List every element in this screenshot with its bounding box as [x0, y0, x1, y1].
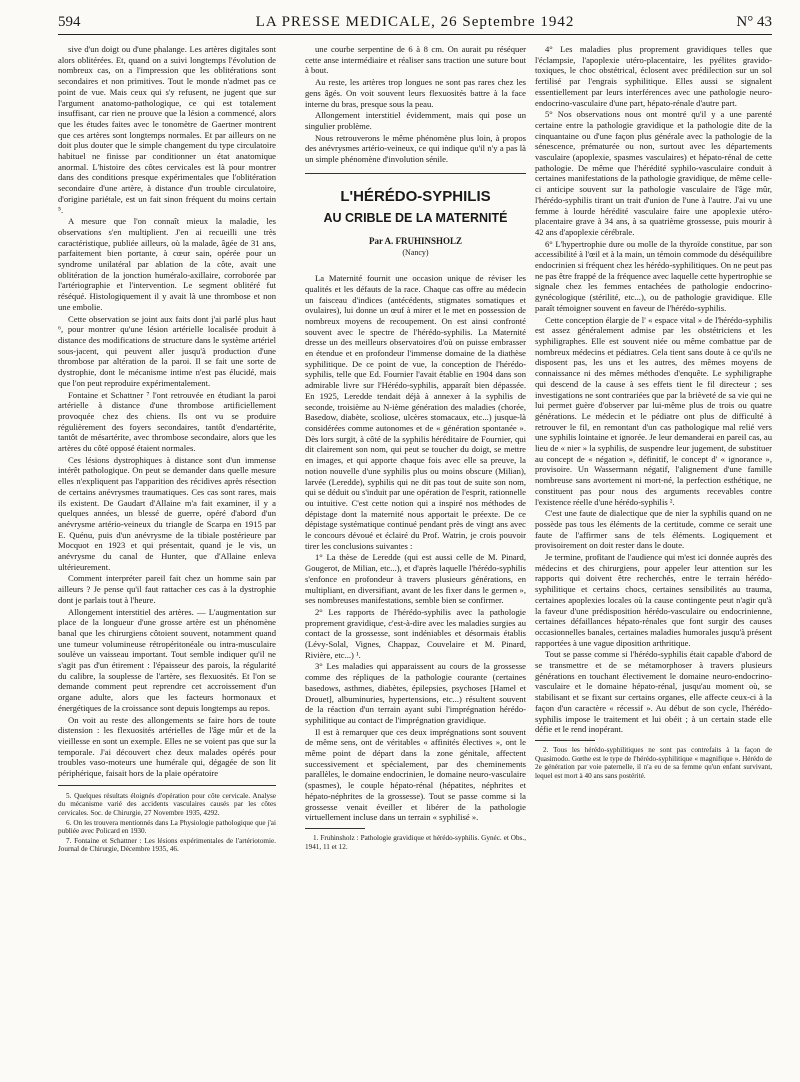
paragraph: Allongement interstitiel évidemment, mais qui pose un singulier problème. — [305, 110, 526, 131]
paragraph: 5° Nos observations nous ont montré qu'il y a une parenté certaine entre la pathologie gravidique et la pathologie dite de la cinquantaine ou d'une façon plus générale avec la pathologie de la sénescence, prématurée ou non, surtout avec les départements vasculaire (apoplexie, spasmes vasculaires) et hépato-rénal de cette pathologie. De même que l'hérédité syphilo-vasculaire conduit à certaines manifestations de la pathologie gravidique, de même celle-ci anticipe souvent sur la pathologie vasculaire de l'âge mûr, l'hérédo-syphilis tirant un trait d'union de l'une à l'autre. J'ai vu une femme à lourde hérédité vasculaire faire une apoplexie utéro-placentaire grave à 34 ans, à sa quatrième grossesse, puis mourir à 42 ans d'apoplexie cérébrale. — [535, 109, 772, 237]
paragraph: 3° Les maladies qui apparaissent au cours de la grossesse comme des répliques de la pathologie courante (certaines basedows, asthmes, diabètes, épilepsies, psychoses [Hamel et Drouet], albuminuries, hypertensions, etc...) résultent souvent de la réaction d'un terrain ayant subi l'imprégnation hérédo-syphilitique au contact de l'imprégnation gravidique. — [305, 661, 526, 725]
paragraph: Nous retrouverons le même phénomène plus loin, à propos des anévrysmes artério-veineux, ce qui indique qu'il n'y a pas là un simple phénomène d'involution sénile. — [305, 132, 526, 165]
journal-title: LA PRESSE MEDICALE, 26 Septembre 1942 — [255, 14, 575, 30]
article-divider — [305, 173, 526, 174]
article-subtitle: AU CRIBLE DE LA MATERNITÉ — [323, 210, 508, 225]
article-author: Par A. FRUHINSHOLZ — [368, 235, 463, 246]
paragraph: C'est une faute de dialectique que de nier la syphilis quand on ne possède pas tous les éléments de la certitude, comme ce serait une faute de l'affirmer sans de tels éléments. Logiquement et provisoirement on doit rester dans le doute. — [535, 508, 772, 551]
issue-number: N° 43 — [736, 14, 772, 30]
footnote: 2. Tous les hérédo-syphilitiques ne sont pas contrefaits à la façon de Quasimodo. Gœthe est le type de l'hérédo-syphilitique « magnifique ». Hérédo de 2e génération par voie paternelle, il n'a eu de sa femme qu'un enfant survivant, lequel est mort à 40 ans sans postérité. — [535, 746, 772, 780]
footnote: 6. On les trouvera mentionnés dans La Physiologie pathologique que j'ai publiée avec Policard en 1930. — [58, 818, 276, 836]
paragraph: 2° Les rapports de l'hérédo-syphilis avec la pathologie proprement gravidique, c'est-à-dire avec les maladies surgies au contact de la grossesse, sont indéniables et désormais établis (Lévy-Solal, Vignes, Chappaz, Couvelaire et M. Pinard, Rivière, etc...) ¹. — [305, 606, 526, 660]
paragraph: Cette conception élargie de l' « espace vital » de l'hérédo-syphilis est assez généralement admise par les obstétriciens et les syphiligraphes. Elle est souvent niée ou même combattue par de nombreux médecins et pédiatres. Cela tient sans doute à ce qu'ils ne disposent pas, les uns et les autres, des mêmes moyens de connaissance ni des mêmes méthodes d'enquête. Le syphiligraphe qui descend de la cause à ses effets tient le fil directeur ; ses investigations ne sont contrariées que par la brièveté de sa vie qui ne lui permet guère d'observer par lui-même plus de trois ou quatre générations. Le médecin et le pédiatre ont plus de difficulté à retrouver le fil, en remontant d'un cas pathologique mal relié vers une syphilis lointaine et ignorée. Je leur demanderai en pareil cas, au lieu de « nier » la syphilis, de suspendre leur jugement, de substituer au concept de « négation », définitif, le concept d' « ignorance », provisoire. Un Wassermann négatif, l'alignement d'une famille nombreuse sans avortement ni mort-né, la perfection esthétique, ne constituent pas pour nous des arguments recevables contre l'existence réelle d'une hérédo-syphilis ². — [535, 314, 772, 507]
footnotes — [305, 834, 526, 851]
middle-column — [305, 44, 526, 1074]
footnote-divider — [305, 828, 365, 829]
article-title: L'HÉRÉDO-SYPHILIS — [340, 187, 491, 205]
paragraph: Ces lésions dystrophiques à distance sont d'un immense intérêt pathologique. On peut se demander dans quelle mesure elles n'expliquent pas l'apparition des récidives après résection de certains anévrysmes traumatiques. Ces cas sont rares, mais ils existent. De Gaudart d'Allaine m'a fait examiner, il y a quelques années, un blessé de guerre, opéré d'abord d'un anévrysme artério-veineux du triangle de Scarpa en 1915 par E. Quénu, puis d'un anévrysme de la tibiale postérieure par Mocquot en 1923 et qui présentait, quand je le vis, un anévrysme du canal de Hunter, que d'Allaine enleva ultérieurement. — [58, 454, 276, 572]
paragraph: On voit au reste des allongements se faire hors de toute distension : les flexuosités artérielles de l'âge mûr et de la vieillesse en sont un exemple. Elles ne se voient pas que sur la temporale. J'ai découvert chez deux malades opérés pour troubles vaso-moteurs une humérale qui, dégagée de son lit périphérique, faisait hors de la plaie opératoire — [58, 714, 276, 779]
paragraph: sive d'un doigt ou d'une phalange. Les artères digitales sont alors oblitérées. Et, quand on a suivi longtemps l'évolution de nombreux cas, on a l'impression que les oblitérations sont secondaires et non primitives. Tout le monde n'admet pas ce point de vue. Mais ceux qui s'y refusent, ne jugent que sur l'argument anatomo-pathologique, ce qui est totalement insuffisant, car rien ne prouve que la lésion a commencé, alors que les études faites avec le tonomètre de Gaertner montrent que ces artères sont longtemps normales. Et par ailleurs on ne doit plus douter que le simple changement du type circulatoire habituel ne finisse par conditionner un état anatomique anormal. L'histoire des côtes cervicales est là pour montrer dans des conditions presque expérimentales que l'oblitération secondaire d'une artère, à distance d'un trouble circulatoire, d'origine pariétale, est un fait sinon fréquent du moins certain ⁵. — [58, 44, 276, 215]
paragraph: Allongement interstitiel des artères. — L'augmentation sur place de la longueur d'une grosse artère est un phénomène banal que les chirurgiens côtoient souvent, notamment quand une tumeur volumineuse rétropéritonéale ou intra-musculaire soulève un vaisseau important. Tout semble indiquer qu'il ne s'agit pas d'un étirement : l'épaisseur des parois, la régularité du calibre, la souplesse de l'artère, ses flexuosités. Et l'on se demande comment peut reprendre cet accroissement d'un organe adulte, alors que les facteurs hormonaux et énergétiques de la croissance sont depuis longtemps au repos. — [58, 606, 276, 713]
footnote: 1. Fruhinsholz : Pathologie gravidique et hérédo-syphilis. Gynéc. et Obs., 1941, 11 et 12. — [305, 834, 526, 851]
article-city: (Nancy) — [402, 248, 429, 258]
right-column — [535, 44, 772, 1074]
paragraph: Je termine, profitant de l'audience qui m'est ici donnée auprès des médecins et des chirurgiens, pour appeler leur attention sur les rapports qui doivent être recherchés, entre le terrain hérédo-syphilitique et certains chocs, certaines sensibilités au trauma, certaines apoplexies locales où la cause contingente peut n'agir qu'à la faveur d'une prédisposition hérédo-vasculaire ou endocrinienne, certaines défaillances hépato-rénales que font surgir des causes occasionnelles banales, certaines maladies humorales jusqu'à présent rapportées à une vague diposition arthritique. — [535, 552, 772, 648]
paragraph: Comment interpréter pareil fait chez un homme sain par ailleurs ? Je pense qu'il faut rattacher ces cas à la dystrophie dont je parlais tout à l'heure. — [58, 573, 276, 605]
paragraph: Tout se passe comme si l'hérédo-syphilis était capable d'abord de se transmettre et de se métamorphoser à travers plusieurs générations en touchant électivement le domaine neuro-endocrino-vasculaire et le domaine hépato-rénal, jusqu'au moment où, se stabilisant et se fixant sur certains organes, elle affecte ceux-ci à la façon d'un caractère « récessif ». Au début de son cycle, l'hérédo-syphilis impose le traitement et lui obéit ; à un certain stade elle défie et le rend inopérant. — [535, 649, 772, 735]
paragraph: Il est à remarquer que ces deux imprégnations sont souvent de même sens, ont de véritables « affinités électives », ont le même point de départ dans la zone génitale, affectent successivement et spécialement, par des cheminements parallèles, le domaine endocrinien, le domaine neuro-vasculaire (spasmes), le couple hépato-rénal (hépatites, néphrites et hépato-néphrites de la grossesse). Tout se passe comme si la grossesse venait éveiller et libérer de la pathologie virtuellement incluse dans un terrain « syphilisé ». — [305, 726, 526, 823]
paragraph: La Maternité fournit une occasion unique de réviser les qualités et les défauts de la race. Chaque cas offre au médecin un faisceau d'indices (antécédents, stigmates somatiques et ovulaires), lui donne un œuf à mirer et le met en possession de nombreux moyens de recoupement. On est ainsi confronté souvent avec le spectre de l'hérédo-syphilis. La Maternité dresse un des meilleurs observatoires d'où on puisse embrasser en étendue et en profondeur l'immense domaine de la diathèse syphilitique. De ce point de vue, la conception de l'hérédo-syphilis, telle que Ed. Fournier l'avait établie en 1904 dans son admirable livre sur l'Hérédo-syphilis, apparaît bien dépassée. En 1925, Leredde tendait déjà à annexer à la syphilis de seconde, troisième au N-ième génération des maladies (chorée, Basedow, diabète, scoliose, ulcères stomacaux, etc...) jusque-là considérées comme autonomes et de « génération spontanée ». Dès lors surgit, à côté de la syphilis héréditaire de Fournier, qui dit clairement son nom, qui peut se toucher du doigt, se mettre en images, et qui apporte chaque fois avec elle sa preuve, la notion nouvelle d'une syphilis plus ou moins obscure (Milian), larvée (Leredde), syphilis qui ne dit pas tout de suite son nom, qui se déduit ou s'induit par une opération de l'esprit, rationnelle ou intuitive. C'est cette notion qui a inspiré nos méthodes de dépistage dont la maternité nous apportait le préexte. De ce dépistage systématique continué pendant près de vingt ans avec le concours dévoué et éclairé du Prof. Watrin, je crois pouvoir tirer les conclusions suivantes : — [305, 273, 526, 551]
footnote: 5. Quelques résultats éloignés d'opération pour côte cervicale. Analyse du mécanisme varié des accidents vasculaires causés par les côtes cervicales. Soc. de Chirurgie, 27 Novembre 1935, 4292. — [58, 791, 276, 817]
paragraph: une courbe serpentine de 6 à 8 cm. On aurait pu réséquer cette anse intermédiaire et réaliser sans traction une suture bout à bout. — [305, 44, 526, 76]
paragraph: 4° Les maladies plus proprement gravidiques telles que l'éclampsie, l'apoplexie utéro-placentaire, les pyélites gravido-toxiques, le choc obstétrical, éclosent avec prédilection sur un sol fertilisé par l'engrais syphilitique. Elles aussi se signalent essentiellement par leurs interférences avec une pathologie neuro-endocrino-vasculaire d'une part, hépato-rénale d'autre part. — [535, 44, 772, 108]
paragraph: Au reste, les artères trop longues ne sont pas rares chez les gens âgés. On voit souvent leurs flexuosités battre à la face interne du bras, presque sous la peau. — [305, 77, 526, 109]
paragraph: 1° La thèse de Leredde (qui est aussi celle de M. Pinard, Gougerot, de Milian, etc...), et d'après laquelle l'hérédo-syphilis s'enfonce en profondeur à travers plusieurs générations, en multipliant, en diversifiant, avant de les fixer dans le germen », ses nombreuses manifestations, semble bien se confirmer. — [305, 552, 526, 606]
footnote-divider — [535, 740, 595, 741]
paragraph: 6° L'hypertrophie dure ou molle de la thyroïde constitue, par son accessibilité à l'œil et à la main, un témoin commode du déséquilibre endocrinien si fréquent chez les hérédo-syphilitiques. On ne peut pas ne pas être frappé de la fréquence avec laquelle cette hypertrophie se signale chez les femmes entachées de pathologie endocrino-gynécologique (stérilité, etc...), ou de pathologie gravidique. Elle paraît témoigner souvent en faveur de l'hérédo-syphilis. — [535, 238, 772, 313]
paragraph: Cette observation se joint aux faits dont j'ai parlé plus haut ⁶, pour montrer qu'une lésion artérielle localisée produit à distance des modifications de structure dans le système artériel sous-jacent, qui peuvent aller jusqu'à production d'une thrombose par altération de la paroi. Il se fait une sorte de dystrophie, dont le mécanisme intime n'est pas élucidé, mais que l'on peut reproduire expérimentalement. — [58, 313, 276, 388]
footnote: 7. Fontaine et Schattner : Les lésions expérimentales de l'artériotomie. Journal de Chirurgie, Décembre 1935, 46. — [58, 836, 276, 854]
page-number: 594 — [58, 14, 81, 30]
page-header — [58, 14, 772, 35]
paragraph: Fontaine et Schattner ⁷ l'ont retrouvée en étudiant la paroi artérielle à distance d'une thrombose artificiellement provoquée chez des chiens. Ils ont vu se produire régulièrement des foyers secondaires, tantôt d'endartérite, tantôt de mésartérite, avec thrombose secondaire, alors que les artères du côté opposé étaient normales. — [58, 389, 276, 454]
footnote-divider — [58, 785, 276, 786]
paragraph: A mesure que l'on connaît mieux la maladie, les observations s'en multiplient. J'en ai recueilli une très caractéristique, publiée ailleurs, où la malade, âgée de 31 ans, parfaitement bien portante, à cœur sain, opérée pour un syndrome unilatéral par ablation de la côte, avait une oblitération de la jonction huméralo-axillaire, corroborée par l'artériographie et l'intervention. Le segment oblitéré fut réséqué. Histologiquement il y avait là une thrombose et non une embolie. — [58, 216, 276, 312]
footnotes — [58, 792, 276, 854]
footnotes — [535, 746, 772, 780]
left-column — [58, 44, 276, 1074]
